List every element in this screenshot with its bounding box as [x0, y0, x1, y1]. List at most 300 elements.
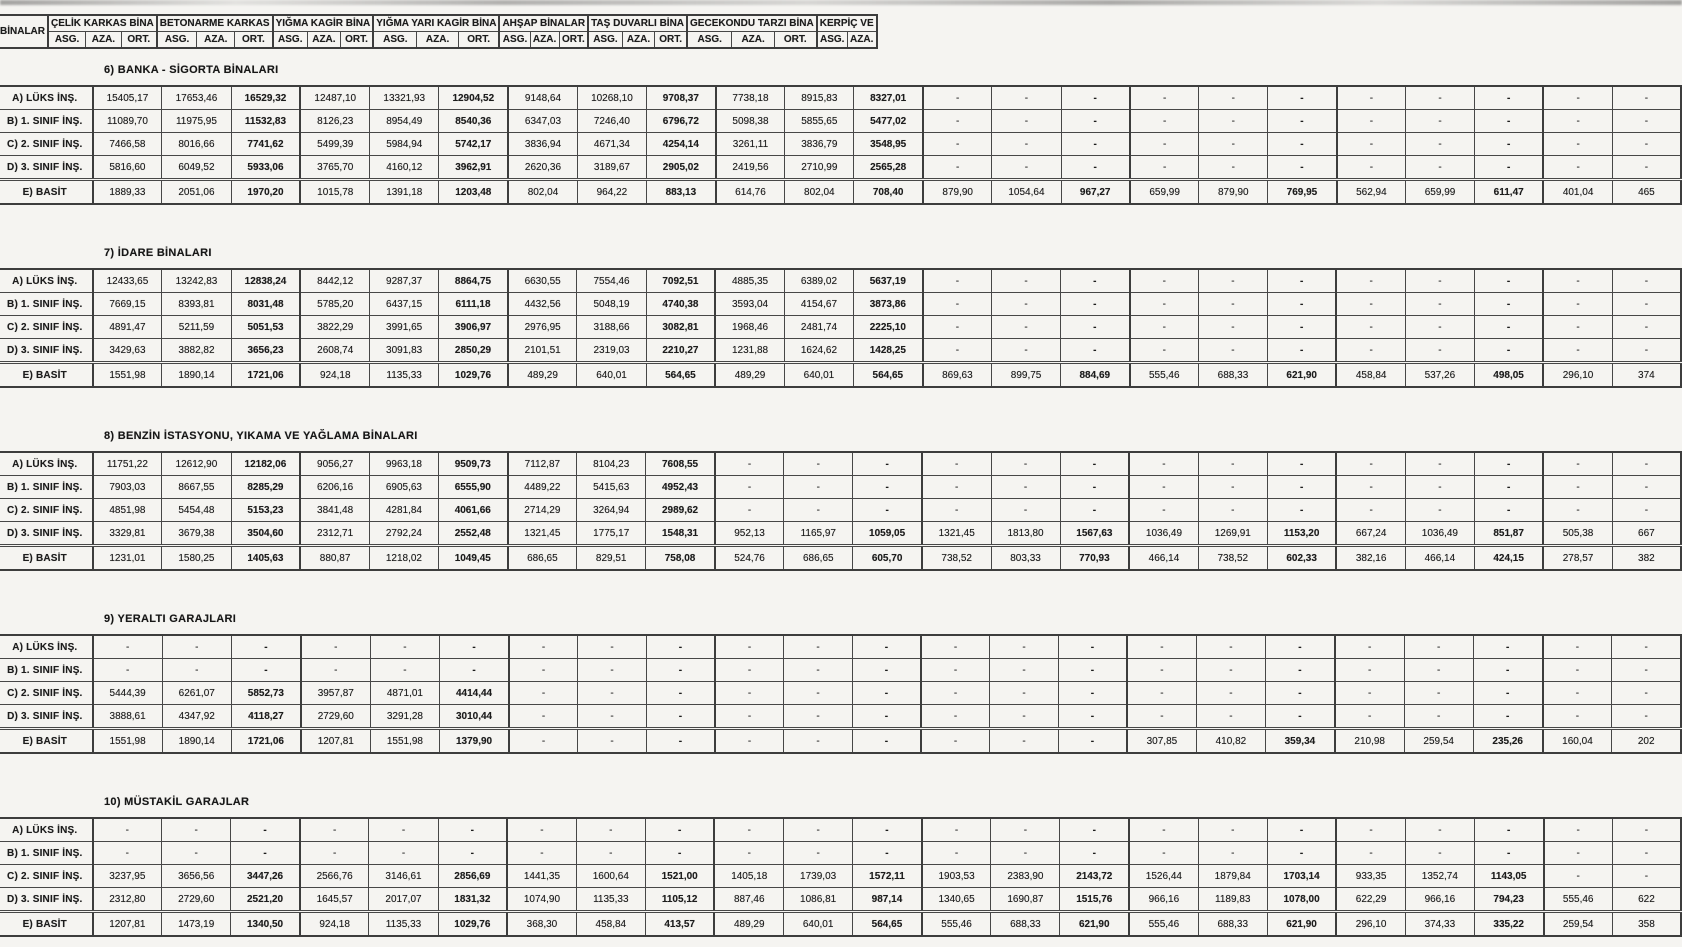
value-cell: - [301, 635, 370, 659]
value-cell: - [1405, 499, 1474, 522]
subcolumn-header: ORT. [774, 32, 816, 49]
value-cell: 879,90 [923, 180, 992, 205]
value-cell: - [1543, 635, 1612, 659]
value-cell: - [1612, 269, 1681, 293]
value-cell: 1059,05 [853, 522, 922, 546]
value-cell: 1473,19 [162, 912, 231, 937]
value-cell: 1515,76 [1060, 888, 1129, 912]
value-cell: 11751,22 [93, 452, 162, 476]
value-cell: 1551,98 [93, 729, 162, 754]
value-cell: 359,34 [1266, 729, 1335, 754]
value-cell: 358 [1612, 912, 1681, 937]
subcolumn-header: AZA. [622, 32, 654, 49]
value-cell: 7112,87 [508, 452, 577, 476]
value-cell: - [1129, 818, 1198, 842]
value-cell: - [1335, 705, 1404, 729]
value-cell: 2714,29 [508, 499, 577, 522]
table-row [0, 888, 1681, 912]
value-cell: - [923, 133, 992, 156]
value-cell: - [1336, 452, 1405, 476]
value-cell: - [1337, 86, 1406, 110]
value-cell: - [715, 499, 784, 522]
value-cell: - [1405, 339, 1474, 363]
value-cell: 966,16 [1129, 888, 1198, 912]
value-cell: 3146,61 [369, 865, 438, 888]
value-cell: - [1543, 659, 1612, 682]
value-cell: - [1061, 133, 1130, 156]
value-cell: 3836,79 [785, 133, 854, 156]
value-cell: - [1612, 452, 1681, 476]
table-row [0, 156, 1681, 180]
value-cell: 1624,62 [784, 339, 853, 363]
value-cell: 3962,91 [439, 156, 508, 180]
value-cell: - [301, 659, 370, 682]
subcolumn-header: ASG. [273, 32, 308, 49]
value-cell: - [646, 659, 715, 682]
value-cell: 505,38 [1543, 522, 1612, 546]
value-cell: 374,33 [1405, 912, 1474, 937]
value-cell: 410,82 [1196, 729, 1265, 754]
value-cell: 803,33 [991, 546, 1060, 571]
value-cell: - [1612, 842, 1681, 865]
value-cell: 466,14 [1129, 546, 1198, 571]
value-cell: 3593,04 [715, 293, 784, 316]
value-cell: 2566,76 [300, 865, 369, 888]
value-cell: 640,01 [784, 363, 853, 388]
value-cell: - [1543, 705, 1612, 729]
table-row [0, 452, 1681, 476]
value-cell: 883,13 [647, 180, 716, 205]
section-table [0, 85, 1682, 205]
value-cell: 7741,62 [231, 133, 300, 156]
subcolumn-header: AZA. [732, 32, 774, 49]
value-cell: - [1196, 705, 1265, 729]
value-cell: 335,22 [1474, 912, 1543, 937]
value-cell: - [1473, 705, 1542, 729]
value-cell: - [1474, 476, 1543, 499]
value-cell: - [1129, 842, 1198, 865]
value-cell: - [923, 156, 992, 180]
subcolumn-header: AZA. [417, 32, 458, 49]
row-label: C) 2. SINIF İNŞ. [0, 865, 93, 888]
value-cell: 2620,36 [508, 156, 577, 180]
value-cell: - [992, 133, 1061, 156]
subcolumn-header: AZA. [197, 32, 235, 49]
value-cell: 3679,38 [162, 522, 231, 546]
row-label: C) 2. SINIF İNŞ. [0, 316, 93, 339]
value-cell: - [1405, 269, 1474, 293]
value-cell: - [1130, 269, 1199, 293]
value-cell: 884,69 [1061, 363, 1130, 388]
value-cell: 6206,16 [300, 476, 369, 499]
value-cell: 8442,12 [300, 269, 369, 293]
value-cell: - [991, 842, 1060, 865]
value-cell: 3656,56 [162, 865, 231, 888]
value-cell: 555,46 [1130, 363, 1199, 388]
value-cell: - [1406, 86, 1475, 110]
value-cell: - [1474, 818, 1543, 842]
value-cell: - [1129, 499, 1198, 522]
value-cell: 8285,29 [231, 476, 300, 499]
value-cell: 3882,82 [162, 339, 231, 363]
value-cell: 2976,95 [508, 316, 577, 339]
row-label: B) 1. SINIF İNŞ. [0, 476, 93, 499]
value-cell: - [1196, 635, 1265, 659]
value-cell: - [1406, 156, 1475, 180]
value-cell: - [1127, 682, 1196, 705]
group-header: BETONARME KARKAS [157, 15, 273, 32]
table-section [0, 247, 1682, 388]
value-cell: 659,99 [1130, 180, 1199, 205]
value-cell: - [923, 110, 992, 133]
value-cell: - [714, 818, 783, 842]
value-cell: 5637,19 [854, 269, 923, 293]
value-cell: - [1544, 818, 1613, 842]
value-cell: - [1268, 86, 1337, 110]
value-cell: 2419,56 [716, 156, 785, 180]
value-cell: 3822,29 [300, 316, 369, 339]
value-cell: - [1130, 110, 1199, 133]
value-cell: - [1336, 269, 1405, 293]
table-row [0, 842, 1681, 865]
value-cell: - [1267, 293, 1336, 316]
value-cell: 887,46 [714, 888, 783, 912]
value-cell: - [921, 682, 990, 705]
value-cell: 458,84 [1336, 363, 1405, 388]
value-cell: - [1337, 156, 1406, 180]
value-cell: 2051,06 [162, 180, 231, 205]
value-cell: 11532,83 [231, 110, 300, 133]
value-cell: 1548,31 [646, 522, 715, 546]
value-cell: - [991, 476, 1060, 499]
value-cell: - [853, 499, 922, 522]
value-cell: 880,87 [300, 546, 369, 571]
value-cell: - [1058, 705, 1127, 729]
value-cell: - [853, 842, 922, 865]
value-cell: 2312,80 [93, 888, 162, 912]
value-cell: - [1336, 476, 1405, 499]
value-cell: 987,14 [853, 888, 922, 912]
value-cell: - [231, 659, 300, 682]
value-cell: - [923, 339, 992, 363]
value-cell: 6555,90 [438, 476, 507, 499]
value-cell: 1889,33 [93, 180, 162, 205]
value-cell: - [1336, 339, 1405, 363]
value-cell: - [1196, 659, 1265, 682]
value-cell: 555,46 [922, 912, 991, 937]
value-cell: - [1058, 729, 1127, 754]
value-cell: 1231,01 [93, 546, 162, 571]
value-cell: 259,54 [1544, 912, 1613, 937]
value-cell: 879,90 [1199, 180, 1268, 205]
value-cell: - [1268, 156, 1337, 180]
value-cell: - [921, 635, 990, 659]
value-cell: - [992, 156, 1061, 180]
value-cell: 1340,65 [922, 888, 991, 912]
value-cell: - [162, 659, 231, 682]
value-cell: 4891,47 [93, 316, 162, 339]
value-cell: 374 [1612, 363, 1681, 388]
value-cell: - [1061, 293, 1130, 316]
value-cell: - [162, 842, 231, 865]
value-cell: 4432,56 [508, 293, 577, 316]
value-cell: 1600,64 [576, 865, 645, 888]
value-cell: - [853, 818, 922, 842]
value-cell: - [852, 705, 921, 729]
value-cell: - [1404, 659, 1473, 682]
group-header: ÇELİK KARKAS BİNA [48, 15, 157, 32]
value-cell: 1207,81 [301, 729, 370, 754]
value-cell: - [1199, 316, 1268, 339]
table-section [0, 613, 1682, 754]
row-label: E) BASİT [0, 180, 93, 205]
row-label: D) 3. SINIF İNŞ. [0, 156, 93, 180]
value-cell: 3836,94 [508, 133, 577, 156]
group-header: TAŞ DUVARLI BİNA [588, 15, 687, 32]
value-cell: 1153,20 [1267, 522, 1336, 546]
value-cell: 12904,52 [439, 86, 508, 110]
value-cell: 924,18 [300, 912, 369, 937]
value-cell: 2608,74 [300, 339, 369, 363]
value-cell: 1135,33 [369, 912, 438, 937]
value-cell: 967,27 [1061, 180, 1130, 205]
value-cell: 758,08 [646, 546, 715, 571]
value-cell: 1580,25 [162, 546, 231, 571]
value-cell: 1428,25 [854, 339, 923, 363]
value-cell: 3656,23 [231, 339, 300, 363]
value-cell: - [715, 705, 784, 729]
value-cell: 5051,53 [231, 316, 300, 339]
value-cell: - [1475, 86, 1544, 110]
value-cell: 1968,46 [715, 316, 784, 339]
value-cell: - [1199, 110, 1268, 133]
value-cell: 802,04 [785, 180, 854, 205]
value-cell: - [231, 818, 300, 842]
value-cell: - [1612, 293, 1681, 316]
value-cell: 2565,28 [854, 156, 923, 180]
subcolumn-header: ASG. [373, 32, 417, 49]
value-cell: - [369, 842, 438, 865]
value-cell: - [1406, 133, 1475, 156]
row-label: A) LÜKS İNŞ. [0, 269, 93, 293]
value-cell: 8667,55 [162, 476, 231, 499]
value-cell: 9148,64 [508, 86, 577, 110]
row-label: B) 1. SINIF İNŞ. [0, 659, 93, 682]
value-cell: 9509,73 [438, 452, 507, 476]
subcolumn-header: ORT. [458, 32, 499, 49]
subcolumn-header: ORT. [235, 32, 273, 49]
value-cell: 1074,90 [507, 888, 576, 912]
value-cell: - [991, 452, 1060, 476]
value-cell: 7554,46 [577, 269, 646, 293]
value-cell: - [1335, 635, 1404, 659]
value-cell: 869,63 [923, 363, 992, 388]
value-cell: 1813,80 [991, 522, 1060, 546]
subcolumn-header: ASG. [157, 32, 197, 49]
value-cell: 564,65 [646, 363, 715, 388]
value-cell: - [509, 729, 578, 754]
value-cell: 5048,19 [577, 293, 646, 316]
value-cell: - [1267, 269, 1336, 293]
value-cell: - [1405, 293, 1474, 316]
value-cell: 1086,81 [784, 888, 853, 912]
value-cell: 3188,66 [577, 316, 646, 339]
value-cell: 7903,03 [93, 476, 162, 499]
value-cell: - [1474, 269, 1543, 293]
value-cell: - [1267, 499, 1336, 522]
value-cell: - [923, 293, 992, 316]
value-cell: 498,05 [1474, 363, 1543, 388]
value-cell: 4885,35 [715, 269, 784, 293]
value-cell: - [715, 452, 784, 476]
value-cell: 465 [1612, 180, 1681, 205]
value-cell: 5499,39 [300, 133, 369, 156]
value-cell: 1321,45 [922, 522, 991, 546]
value-cell: - [784, 499, 853, 522]
value-cell: 8126,23 [300, 110, 369, 133]
value-cell: 489,29 [715, 363, 784, 388]
subcolumn-header: ORT. [655, 32, 687, 49]
value-cell: 235,26 [1473, 729, 1542, 754]
value-cell: 489,29 [714, 912, 783, 937]
value-cell: 621,90 [1060, 912, 1129, 937]
row-label: D) 3. SINIF İNŞ. [0, 339, 93, 363]
value-cell: - [1199, 133, 1268, 156]
value-cell: - [784, 682, 853, 705]
value-cell: - [1405, 818, 1474, 842]
subcolumn-header: ORT. [559, 32, 588, 49]
value-cell: - [1543, 133, 1612, 156]
table-row [0, 133, 1681, 156]
value-cell: 5785,20 [300, 293, 369, 316]
value-cell: 1441,35 [507, 865, 576, 888]
value-cell: - [438, 842, 507, 865]
value-cell: - [1543, 316, 1612, 339]
value-cell: - [921, 705, 990, 729]
value-cell: - [1543, 682, 1612, 705]
value-cell: - [646, 705, 715, 729]
row-label: E) BASİT [0, 729, 93, 754]
value-cell: - [1337, 133, 1406, 156]
value-cell: 851,87 [1474, 522, 1543, 546]
value-cell: 7738,18 [716, 86, 785, 110]
value-cell: 5477,02 [854, 110, 923, 133]
value-cell: 5098,38 [716, 110, 785, 133]
value-cell: 5153,23 [231, 499, 300, 522]
value-cell: 160,04 [1543, 729, 1612, 754]
value-cell: - [1404, 705, 1473, 729]
value-cell: 1135,33 [370, 363, 439, 388]
value-cell: 524,76 [715, 546, 784, 571]
value-cell: 2481,74 [784, 316, 853, 339]
value-cell: 3504,60 [231, 522, 300, 546]
value-cell: - [1474, 339, 1543, 363]
value-cell: - [784, 476, 853, 499]
value-cell: 1049,45 [438, 546, 507, 571]
table-row [0, 316, 1681, 339]
value-cell: 6389,02 [784, 269, 853, 293]
value-cell: - [1130, 133, 1199, 156]
value-cell: 6049,52 [162, 156, 231, 180]
value-cell: 2989,62 [646, 499, 715, 522]
value-cell: 489,29 [508, 363, 577, 388]
value-cell: - [1612, 133, 1681, 156]
value-cell: 794,23 [1474, 888, 1543, 912]
value-cell: - [1612, 818, 1681, 842]
value-cell: 4851,98 [93, 499, 162, 522]
value-cell: - [1405, 842, 1474, 865]
value-cell: - [1612, 682, 1681, 705]
value-cell: 4414,44 [440, 682, 509, 705]
value-cell: 9287,37 [370, 269, 439, 293]
value-cell: 686,65 [508, 546, 577, 571]
value-cell: 4952,43 [646, 476, 715, 499]
value-cell: - [1061, 110, 1130, 133]
value-cell: - [645, 842, 714, 865]
section-title: 6) BANKA - SİGORTA BİNALARI [104, 64, 279, 76]
value-cell: - [1266, 659, 1335, 682]
value-cell: - [1612, 499, 1681, 522]
value-cell: - [714, 842, 783, 865]
value-cell: - [1475, 156, 1544, 180]
value-cell: 622,29 [1336, 888, 1405, 912]
section-table [0, 268, 1682, 388]
value-cell: 3906,97 [439, 316, 508, 339]
value-cell: - [440, 635, 509, 659]
value-cell: 8031,48 [231, 293, 300, 316]
value-cell: - [1130, 293, 1199, 316]
value-cell: 8954,49 [370, 110, 439, 133]
value-cell: - [1130, 86, 1199, 110]
value-cell: - [992, 339, 1061, 363]
value-cell: 13321,93 [370, 86, 439, 110]
value-cell: 667,24 [1336, 522, 1405, 546]
value-cell: 466,14 [1405, 546, 1474, 571]
value-cell: 2792,24 [369, 522, 438, 546]
value-cell: - [1405, 316, 1474, 339]
value-cell: - [852, 635, 921, 659]
value-cell: - [1267, 452, 1336, 476]
value-cell: 5444,39 [93, 682, 162, 705]
value-cell: - [1196, 682, 1265, 705]
value-cell: 1551,98 [370, 729, 439, 754]
value-cell: - [1130, 316, 1199, 339]
group-header: YIĞMA YARI KAGİR BİNA [373, 15, 499, 32]
value-cell: - [1199, 339, 1268, 363]
value-cell: 8104,23 [577, 452, 646, 476]
value-cell: - [991, 499, 1060, 522]
value-cell: - [1473, 635, 1542, 659]
value-cell: 686,65 [784, 546, 853, 571]
value-cell: - [646, 682, 715, 705]
value-cell: 769,95 [1268, 180, 1337, 205]
section-title: 7) İDARE BİNALARI [104, 247, 212, 259]
value-cell: 1703,14 [1267, 865, 1336, 888]
value-cell: - [1474, 499, 1543, 522]
value-cell: - [1268, 110, 1337, 133]
value-cell: 12182,06 [231, 452, 300, 476]
value-cell: 667 [1612, 522, 1681, 546]
value-cell: 964,22 [577, 180, 646, 205]
value-cell: - [1544, 842, 1613, 865]
value-cell: - [1612, 705, 1681, 729]
value-cell: 12838,24 [231, 269, 300, 293]
value-cell: - [923, 86, 992, 110]
value-cell: 966,16 [1405, 888, 1474, 912]
value-cell: - [853, 452, 922, 476]
subcolumn-header: ASG. [817, 32, 848, 49]
value-cell: - [1612, 865, 1681, 888]
